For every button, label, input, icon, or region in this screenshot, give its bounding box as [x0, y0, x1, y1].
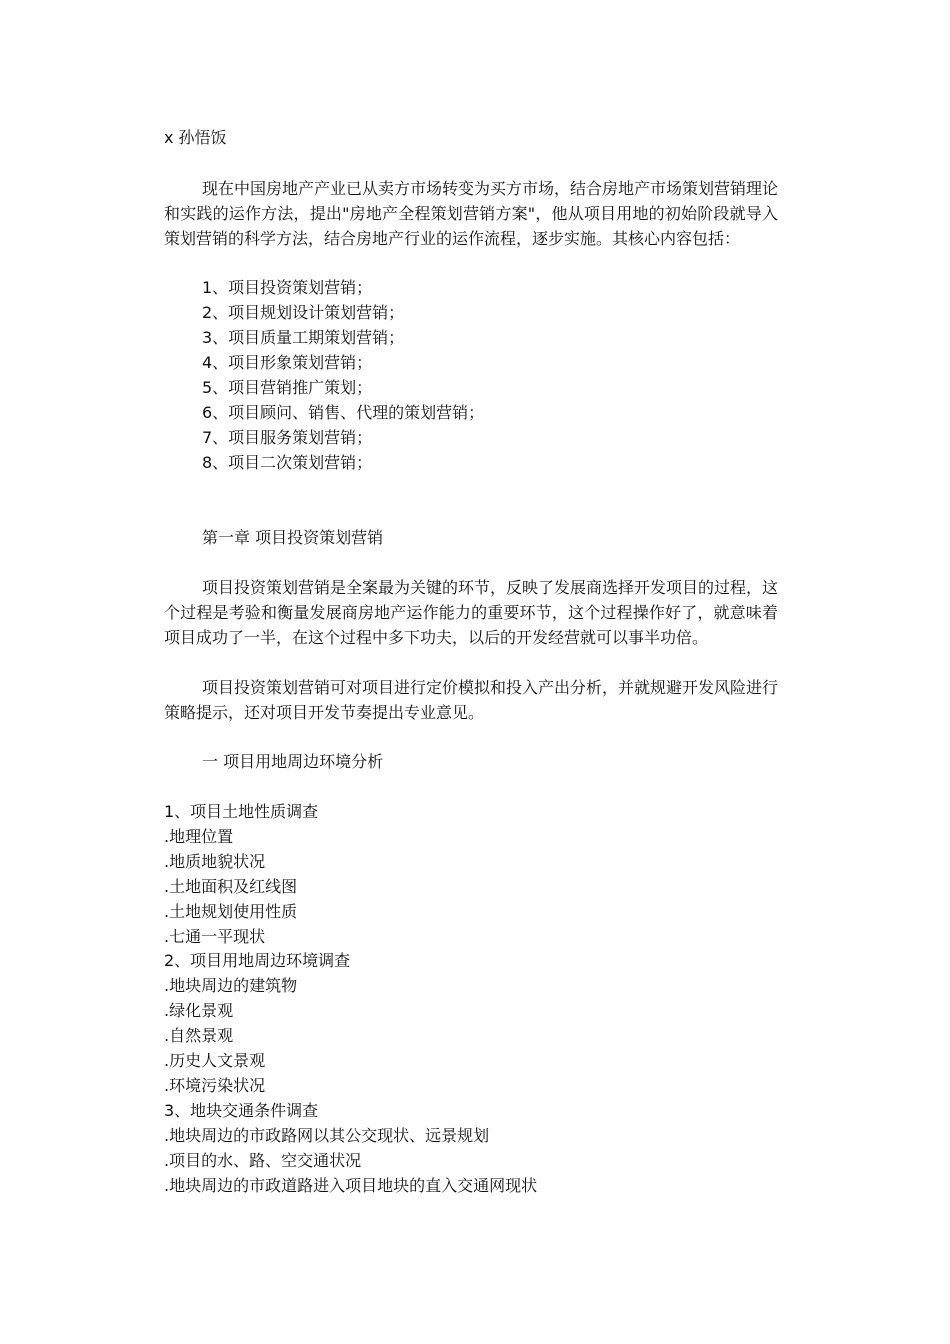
section-line: .土地规划使用性质	[164, 902, 298, 921]
list-item: 3、项目质量工期策划营销；	[202, 328, 405, 347]
chapter-paragraph-2: 项目投资策划营销可对项目进行定价模拟和投入产出分析，并就规避开发风险进行策略提示，还对项目开发节奏提出专业意见。	[164, 678, 779, 722]
section-line: .绿化景观	[164, 1001, 234, 1020]
section-line: 1、项目土地性质调查	[164, 802, 319, 821]
section-line: .土地面积及红线图	[164, 877, 298, 896]
section-line: 3、地块交通条件调查	[164, 1101, 319, 1120]
intro-paragraph: 现在中国房地产产业已从卖方市场转变为买方市场，结合房地产市场策划营销理论和实践的运作方法，提出"房地产全程策划营销方案"，他从项目用地的初始阶段就导入策划营销的科学方法，结合房地产行业的运作流程，逐步实施。其核心内容包括：	[164, 179, 779, 248]
section-line: .地质地貌状况	[164, 852, 266, 871]
list-item: 4、项目形象策划营销；	[202, 353, 373, 372]
list-item: 1、项目投资策划营销；	[202, 278, 373, 297]
section-line: .地块周边的市政道路进入项目地块的直入交通网现状	[164, 1176, 538, 1195]
chapter-paragraph-1: 项目投资策划营销是全案最为关键的环节，反映了发展商选择开发项目的过程，这个过程是考验和衡量发展商房地产运作能力的重要环节，这个过程操作好了，就意味着项目成功了一半，在这个过程中多下功夫，以后的开发经营就可以事半功倍。	[164, 578, 779, 647]
section-line: .项目的水、路、空交通状况	[164, 1151, 362, 1170]
list-item: 6、项目顾问、销售、代理的策划营销；	[202, 403, 485, 422]
author-line: x 孙悟饭	[164, 128, 227, 147]
section-line: .地块周边的建筑物	[164, 976, 298, 995]
chapter-heading: 第一章 项目投资策划营销	[202, 528, 384, 547]
section-line: .环境污染状况	[164, 1076, 266, 1095]
section-line: .自然景观	[164, 1026, 234, 1045]
list-item: 8、项目二次策划营销；	[202, 453, 373, 472]
section-line: .地理位置	[164, 827, 234, 846]
section-line: .地块周边的市政路网以其公交现状、远景规划	[164, 1126, 490, 1145]
section-line: .七通一平现状	[164, 927, 266, 946]
section-heading: 一 项目用地周边环境分析	[202, 752, 384, 771]
section-line: 2、项目用地周边环境调查	[164, 951, 351, 970]
list-item: 5、项目营销推广策划；	[202, 378, 373, 397]
list-item: 7、项目服务策划营销；	[202, 428, 373, 447]
list-item: 2、项目规划设计策划营销；	[202, 303, 405, 322]
section-line: .历史人文景观	[164, 1051, 266, 1070]
